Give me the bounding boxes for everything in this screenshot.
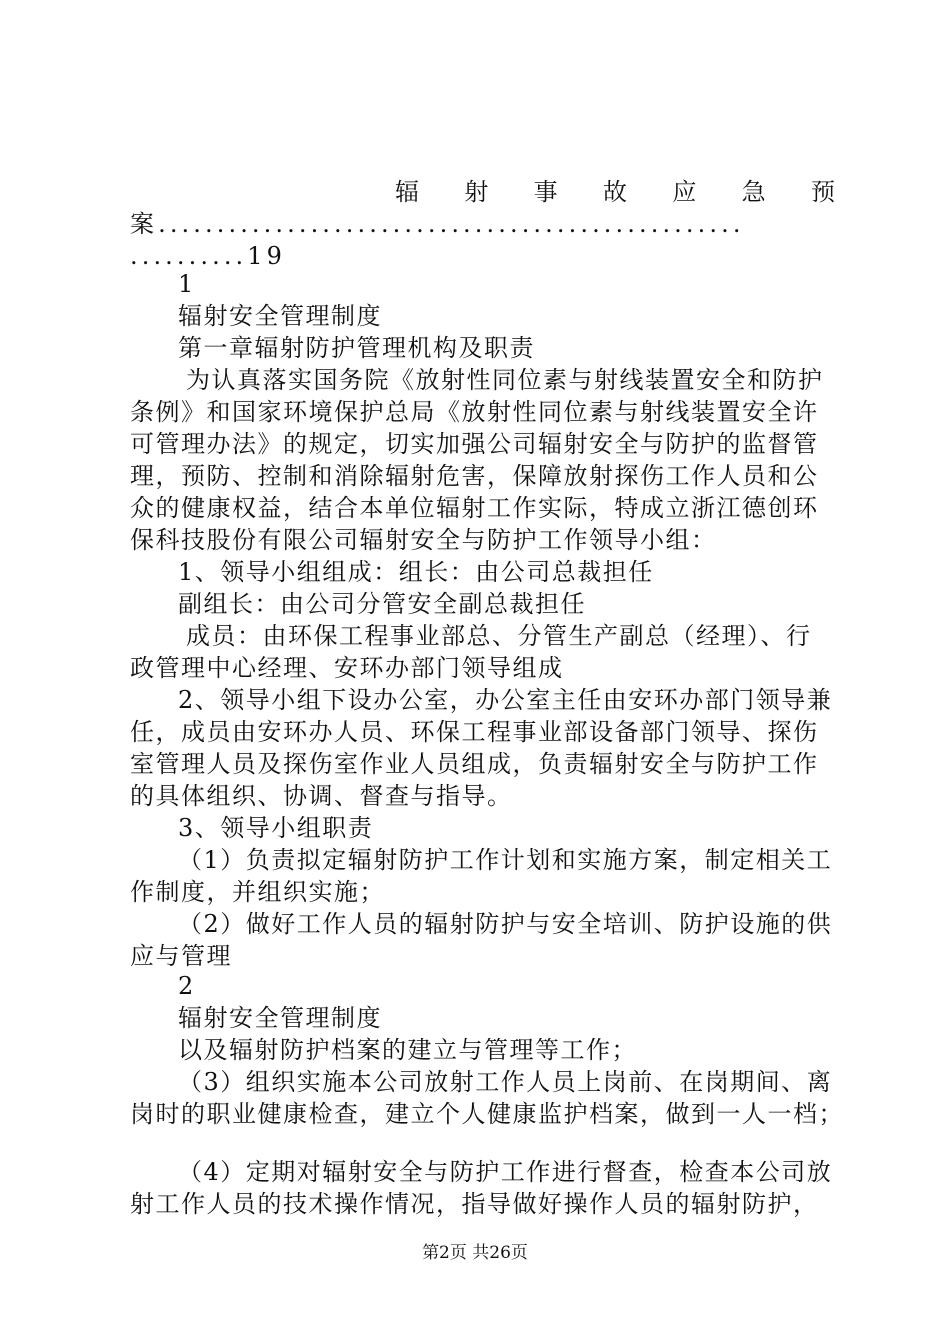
section-header: 辐射安全管理制度 (178, 302, 382, 330)
paragraph-line: 作制度，并组织实施； (130, 878, 385, 906)
paragraph-line: 政管理中心经理、安环办部门领导组成 (130, 654, 564, 682)
section-header: 辐射安全管理制度 (178, 1004, 382, 1032)
paragraph-line: 任，成员由安环办人员、环保工程事业部设备部门领导、探伤 (130, 718, 819, 746)
paragraph-line: 岗时的职业健康检查，建立个人健康监护档案，做到一人一档； (130, 1100, 844, 1128)
page-number: 2 (178, 972, 195, 1000)
chapter-title: 第一章辐射防护管理机构及职责 (178, 334, 535, 362)
toc-char: 急 (741, 178, 766, 206)
page-number: 1 (178, 270, 195, 298)
toc-entry-title (395, 176, 835, 208)
toc-leader-page: ..........19 (130, 242, 287, 270)
toc-leader-line: 案.................................................. (130, 210, 745, 238)
paragraph-line: 理，预防、控制和消除辐射危害，保障放射探伤工作人员和公 (130, 462, 819, 490)
paragraph-line: 2、领导小组下设办公室，办公室主任由安环办部门领导兼 (178, 686, 833, 714)
paragraph-line: （2）做好工作人员的辐射防护与安全培训、防护设施的供 (178, 910, 833, 938)
paragraph-line: 射工作人员的技术操作情况，指导做好操作人员的辐射防护， (130, 1190, 819, 1218)
list-item: 副组长：由公司分管安全副总裁担任 (178, 590, 586, 618)
paragraph-line: （1）负责拟定辐射防护工作计划和实施方案，制定相关工 (178, 846, 833, 874)
page-footer: 第2页 共26页 (422, 1243, 528, 1263)
paragraph-line: 应与管理 (130, 942, 232, 970)
toc-char: 应 (672, 178, 697, 206)
toc-char: 预 (810, 178, 835, 206)
paragraph-line: 以及辐射防护档案的建立与管理等工作； (178, 1036, 637, 1064)
paragraph-line: 成员：由环保工程事业部总、分管生产副总（经理）、行 (186, 622, 812, 650)
paragraph-line: 可管理办法》的规定，切实加强公司辐射安全与防护的监督管 (130, 430, 819, 458)
paragraph-line: 保科技股份有限公司辐射安全与防护工作领导小组： (130, 526, 717, 554)
paragraph-line: 众的健康权益，结合本单位辐射工作实际，特成立浙江德创环 (130, 494, 819, 522)
toc-char: 辐 (395, 178, 419, 206)
paragraph-line: （4）定期对辐射安全与防护工作进行督查，检查本公司放 (178, 1158, 833, 1186)
paragraph-line: 为认真落实国务院《放射性同位素与射线装置安全和防护 (186, 366, 824, 394)
paragraph-line: 条例》和国家环境保护总局《放射性同位素与射线装置安全许 (130, 398, 819, 426)
toc-char: 事 (533, 178, 558, 206)
list-item: 1、领导小组组成：组长：由公司总裁担任 (178, 558, 654, 586)
toc-char: 故 (602, 178, 627, 206)
paragraph-line: 的具体组织、协调、督查与指导。 (130, 782, 513, 810)
paragraph-line: （3）组织实施本公司放射工作人员上岗前、在岗期间、离 (178, 1068, 833, 1096)
toc-char: 射 (464, 178, 489, 206)
paragraph-line: 室管理人员及探伤室作业人员组成，负责辐射安全与防护工作 (130, 750, 819, 778)
list-item: 3、领导小组职责 (178, 814, 374, 842)
